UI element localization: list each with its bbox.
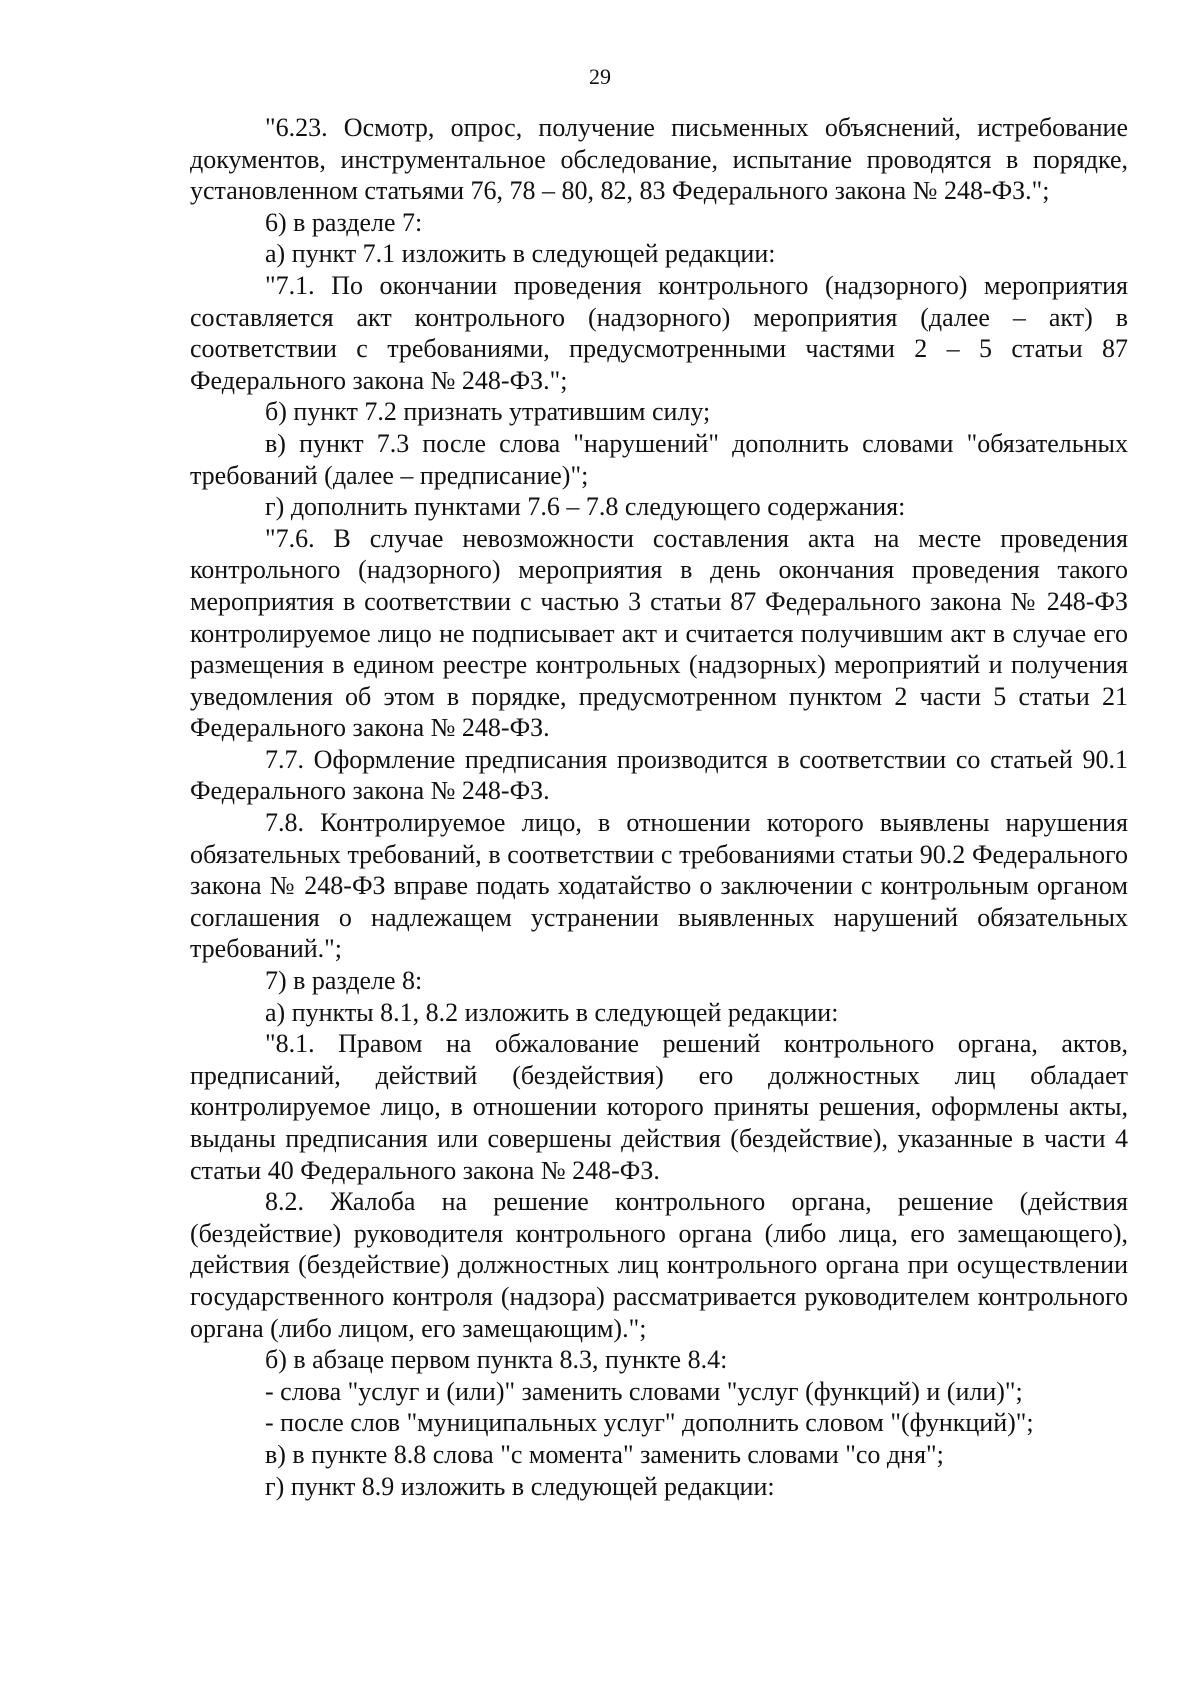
paragraph-item-7-1-intro: а) пункт 7.1 изложить в следующей редакции: bbox=[265, 239, 776, 269]
paragraph-item-8-8: в) в пункте 8.8 слова "с момента" заменить словами "со дня"; bbox=[265, 1439, 944, 1469]
paragraph-6-23: "6.23. Осмотр, опрос, получение письменных объяснений, истребование документов, инструментальное обследование, испытание проводятся в порядке, установленном статьями 76, 78 – 80, 82, 83 Федерального закона № 248-ФЗ."; bbox=[190, 113, 1128, 206]
paragraph-item-7-2: б) пункт 7.2 признать утратившим силу; bbox=[265, 397, 711, 427]
paragraph-7-1: "7.1. По окончании проведения контрольного (надзорного) мероприятия составляется акт контрольного (надзорного) мероприятия (далее – акт) в соответствии с требованиями, предусмотренными частями 2 – 5 статьи 87 Федерального закона № 248-ФЗ."; bbox=[190, 270, 1128, 395]
paragraph-item-8-3-8-4: б) в абзаце первом пункта 8.3, пункте 8.4: bbox=[265, 1345, 728, 1375]
paragraph-item-8-1-8-2-intro: а) пункты 8.1, 8.2 изложить в следующей редакции: bbox=[265, 997, 839, 1027]
document-body bbox=[190, 112, 1128, 1502]
paragraph-section-7: 6) в разделе 7: bbox=[265, 207, 423, 237]
paragraph-8-2: 8.2. Жалоба на решение контрольного органа, решение (действия (бездействие) руководителя контрольного органа (либо лица, его замещающего), действия (бездействие) должностных лиц контрольного органа при осуществлении государственного контроля (надзора) рассматривается руководителем контрольного органа (либо лицом, его замещающим)."; bbox=[190, 1187, 1128, 1343]
paragraph-item-7-6-7-8-intro: г) дополнить пунктами 7.6 – 7.8 следующего содержания: bbox=[265, 492, 906, 522]
paragraph-7-6: "7.6. В случае невозможности составления акта на месте проведения контрольного (надзорного) мероприятия в день окончания проведения такого мероприятия в соответствии с частью 3 статьи 87 Федерального закона № 248-ФЗ контролируемое лицо не подписывает акт и считается получившим акт в случае его размещения в едином реестре контрольных (надзорных) мероприятий и получения уведомления об этом в порядке, предусмотренном пунктом 2 части 5 статьи 21 Федерального закона № 248-ФЗ. bbox=[190, 523, 1128, 743]
paragraph-item-8-9: г) пункт 8.9 изложить в следующей редакции: bbox=[265, 1471, 775, 1501]
paragraph-8-1: "8.1. Правом на обжалование решений контрольного органа, актов, предписаний, действий (бездействия) его должностных лиц обладает контролируемое лицо, в отношении которого приняты решения, оформлены акты, выданы предписания или совершены действия (бездействие), указанные в части 4 статьи 40 Федерального закона № 248-ФЗ. bbox=[190, 1029, 1128, 1185]
paragraph-dash-municipal: - после слов "муниципальных услуг" дополнить словом "(функций)"; bbox=[265, 1408, 1034, 1438]
paragraph-section-8: 7) в разделе 8: bbox=[265, 966, 423, 996]
page-number: 29 bbox=[589, 64, 611, 89]
paragraph-7-7: 7.7. Оформление предписания производится в соответствии со статьей 90.1 Федерального закона № 248-ФЗ. bbox=[190, 744, 1128, 806]
paragraph-item-7-3: в) пункт 7.3 после слова "нарушений" дополнить словами "обязательных требований (далее – предписание)"; bbox=[190, 428, 1128, 490]
paragraph-7-8: 7.8. Контролируемое лицо, в отношении которого выявлены нарушения обязательных требований, в соответствии с требованиями статьи 90.2 Федерального закона № 248-ФЗ вправе подать ходатайство о заключении с контрольным органом соглашения о надлежащем устранении выявленных нарушений обязательных требований."; bbox=[190, 808, 1128, 964]
paragraph-dash-services: - слова "услуг и (или)" заменить словами "услуг (функций) и (или)"; bbox=[265, 1376, 1023, 1406]
